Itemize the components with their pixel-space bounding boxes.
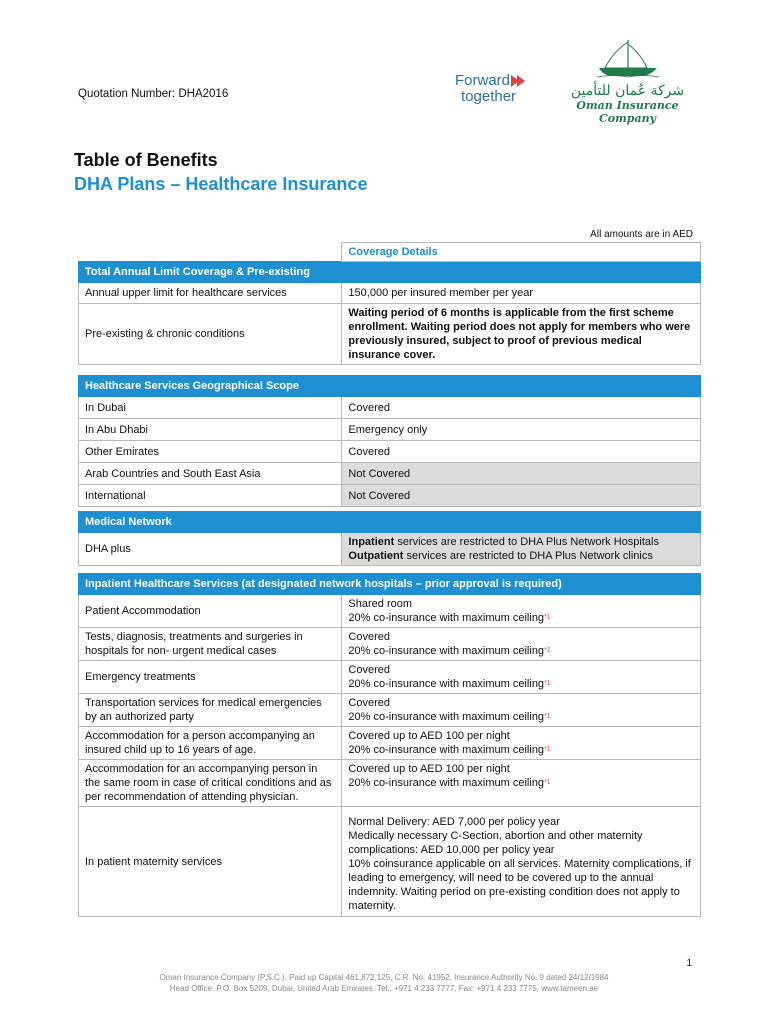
table-row: International Not Covered <box>79 485 701 507</box>
benefits-table-limits <box>78 242 701 365</box>
footer <box>0 972 768 994</box>
dhow-ship-icon <box>593 38 663 78</box>
benefits-table-network <box>78 511 701 566</box>
table-row: Other Emirates Covered <box>79 441 701 463</box>
footer-line-1: Oman Insurance Company (P.S.C.), Paid up Capital 461,872,125, C.R. No. 41952, Insurance Authority No. 9 dated 24/12/1984 <box>159 973 609 982</box>
footer-line-2: Head Office: P.O. Box 5209, Dubai, United Arab Emirates. Tel.: +971 4 233 7777, Fax: +971 4 233 7775, www.tameen.ae <box>169 984 599 993</box>
section-heading: Healthcare Services Geographical Scope <box>79 376 701 397</box>
table-row: Transportation services for medical emergencies by an authorized party Covered 20% co-insurance with maximum ceiling$^{*1}$ <box>79 694 701 727</box>
oman-insurance-logo <box>565 38 690 125</box>
benefits-table-inpatient <box>78 573 701 917</box>
logo-arabic-name: شركة عُمان للتأمين <box>570 83 685 99</box>
section-heading: Medical Network <box>79 512 701 533</box>
table-row: Accommodation for a person accompanying an insured child up to 16 years of age. Covered up to AED 100 per night 20% co-insurance with maximum ceiling$^{*1}$ <box>79 727 701 760</box>
page-title: Table of Benefits <box>74 150 218 170</box>
logo-english-name: Oman Insurance Company <box>576 99 679 125</box>
logo-forward-text: Forward <box>455 72 511 89</box>
logo-together-text: together <box>461 88 517 105</box>
double-arrow-icon <box>513 75 525 87</box>
page-subtitle: DHA Plans – Healthcare Insurance <box>74 174 368 194</box>
section-heading: Total Annual Limit Coverage & Pre-existing <box>79 262 701 283</box>
benefits-table-geography <box>78 375 701 507</box>
table-row: Pre-existing & chronic conditions Waiting period of 6 months is applicable from the first scheme enrollment. Waiting period does not apply for members who were previously insured, subject to proof of previous medical insurance cover. <box>79 304 701 365</box>
table-row: Emergency treatments Covered 20% co-insurance with maximum ceiling$^{*1}$ <box>79 661 701 694</box>
forward-together-logo <box>455 73 545 105</box>
table-row: Annual upper limit for healthcare services 150,000 per insured member per year <box>79 283 701 304</box>
table-row: Arab Countries and South East Asia Not Covered <box>79 463 701 485</box>
page-number: 1 <box>686 958 692 969</box>
table-row: Tests, diagnosis, treatments and surgeries in hospitals for non- urgent medical cases Covered 20% co-insurance with maximum ceiling$^{*1}$ <box>79 628 701 661</box>
table-row: In Abu Dhabi Emergency only <box>79 419 701 441</box>
section-heading: Inpatient Healthcare Services (at designated network hospitals – prior approval is required) <box>79 574 701 595</box>
table-row: Accommodation for an accompanying person in the same room in case of critical conditions and as per recommendation of attending physician. Covered up to AED 100 per night 20% co-insurance with maximum ceiling$^{*1}$ <box>79 760 701 807</box>
amounts-note: All amounts are in AED <box>590 229 693 240</box>
table-row: In patient maternity services Normal Delivery: AED 7,000 per policy year Medically necessary C-Section, abortion and other maternity complications: AED 10,000 per policy year 10% coinsurance applicable on all services. Maternity complications, if leading to emergency, will need to be covered up to the annual indemnity. Waiting period on pre-existing condition does not apply to maternity. <box>79 807 701 917</box>
table-row: In Dubai Covered <box>79 397 701 419</box>
coverage-details-header: Coverage Details <box>342 243 701 262</box>
table-row: Patient Accommodation Shared room 20% co-insurance with maximum ceiling$^{*1}$ <box>79 595 701 628</box>
table-row: DHA plus Inpatient services are restricted to DHA Plus Network Hospitals Outpatient services are restricted to DHA Plus Network clinics <box>79 533 701 566</box>
quotation-number: Quotation Number: DHA2016 <box>78 88 229 100</box>
